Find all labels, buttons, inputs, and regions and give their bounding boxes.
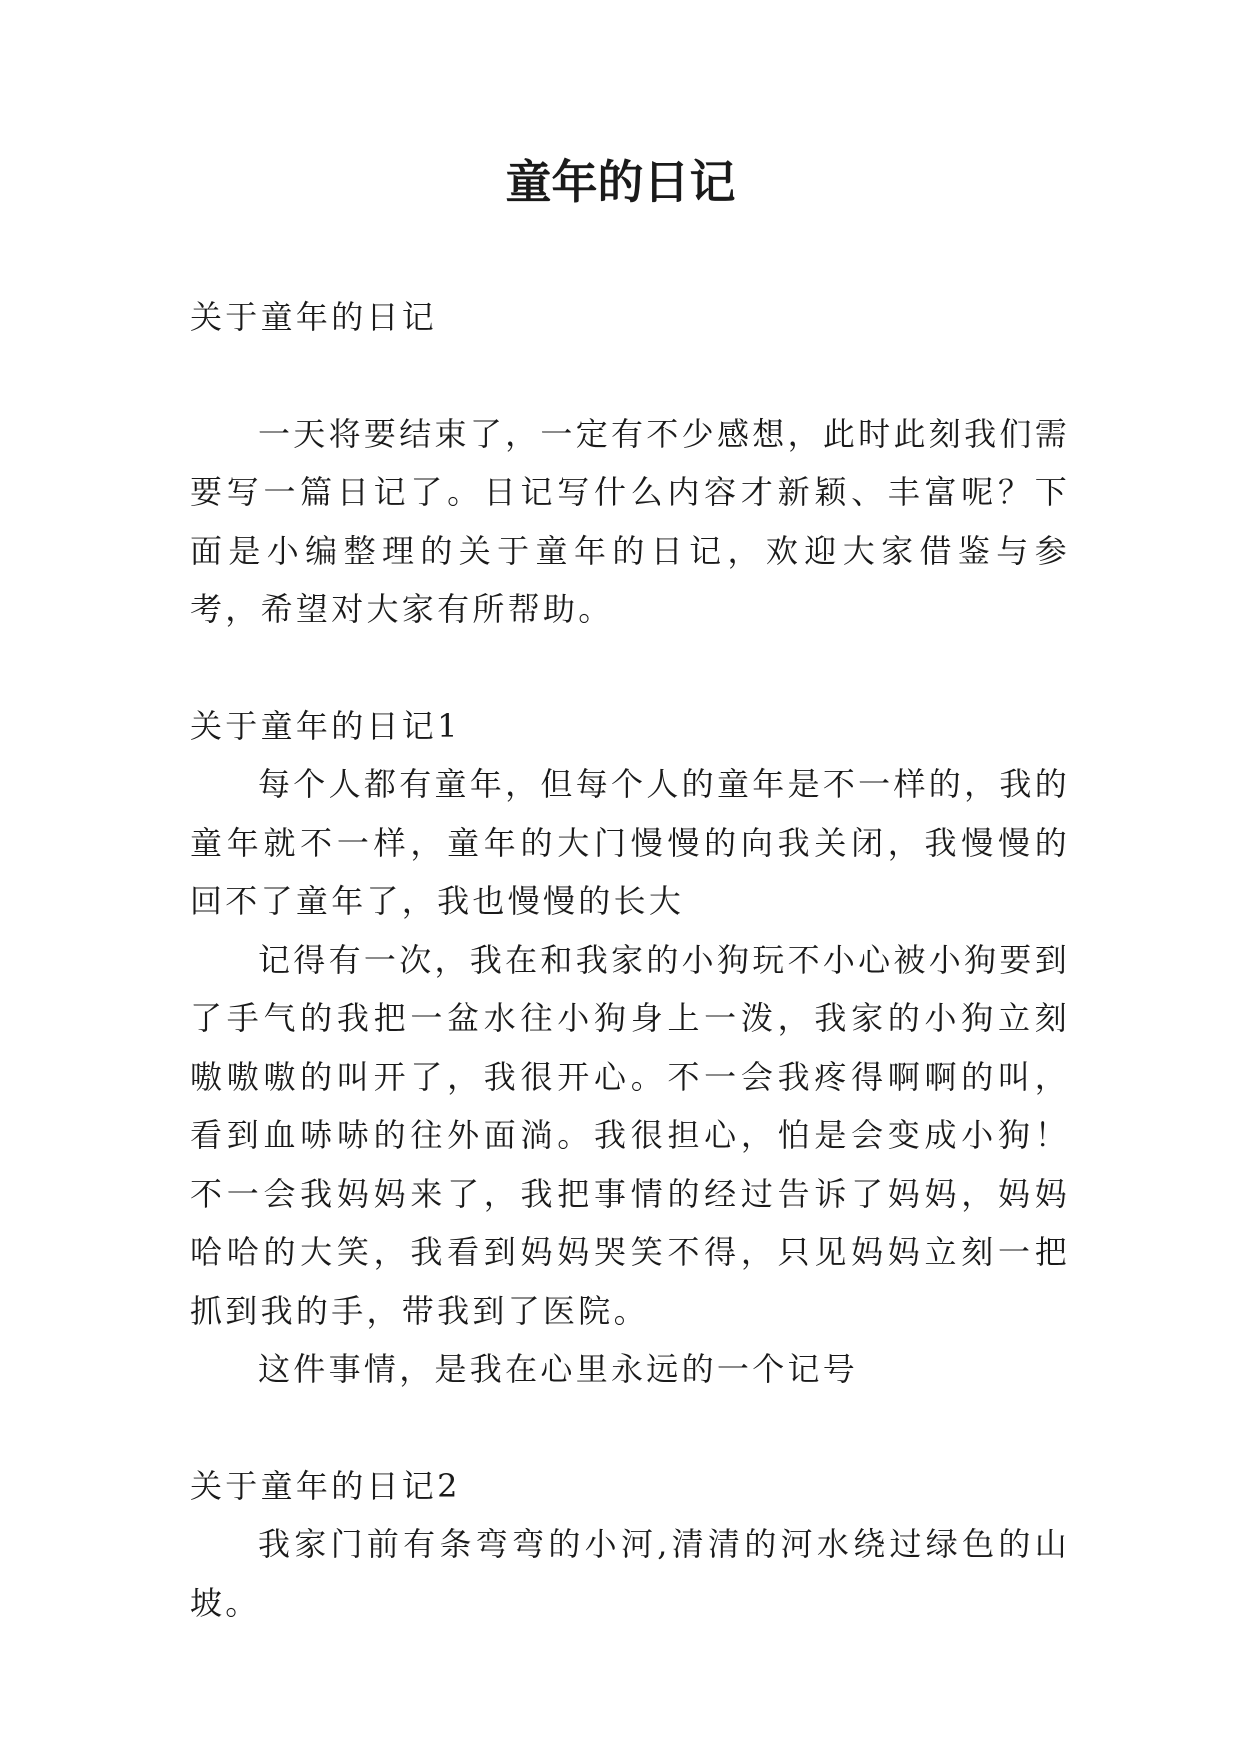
section-heading-1: 关于童年的日记1 xyxy=(190,706,461,745)
document-title: 童年的日记 xyxy=(505,155,736,209)
spacer xyxy=(190,639,1070,697)
section-1-paragraph-1: 每个人都有童年，但每个人的童年是不一样的，我的童年就不一样，童年的大门慢慢的向我关闭，我慢慢的回不了童年了，我也慢慢的长大 xyxy=(190,765,1070,920)
section-2-paragraph-1: 我家门前有条弯弯的小河,清清的河水绕过绿色的山坡。 xyxy=(190,1525,1070,1622)
intro-paragraph: 一天将要结束了，一定有不少感想，此时此刻我们需要写一篇日记了。日记写什么内容才新颖、丰富呢？下面是小编整理的关于童年的日记，欢迎大家借鉴与参考，希望对大家有所帮助。 xyxy=(190,414,1070,628)
document-body xyxy=(190,288,1070,1632)
spacer xyxy=(190,347,1070,405)
section-1-paragraph-3: 这件事情，是我在心里永远的一个记号 xyxy=(258,1350,859,1388)
document-subtitle: 关于童年的日记 xyxy=(190,298,438,336)
section-heading-2: 关于童年的日记2 xyxy=(190,1466,461,1505)
spacer xyxy=(190,1399,1070,1457)
section-1-paragraph-2: 记得有一次，我在和我家的小狗玩不小心被小狗要到了手气的我把一盆水往小狗身上一泼，我家的小狗立刻嗷嗷嗷的叫开了，我很开心。不一会我疼得啊啊的叫，看到血哧哧的往外面淌。我很担心，怕是会变成小狗！不一会我妈妈来了，我把事情的经过告诉了妈妈，妈妈哈哈的大笑，我看到妈妈哭笑不得，只见妈妈立刻一把抓到我的手，带我到了医院。 xyxy=(190,940,1070,1330)
